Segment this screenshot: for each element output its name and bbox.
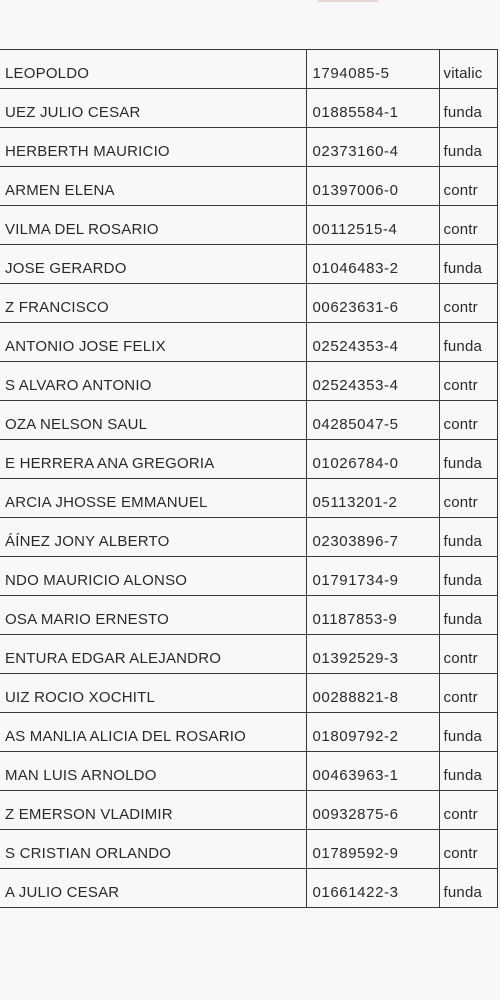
id-number-cell <box>307 401 439 440</box>
type-cell <box>439 752 497 791</box>
id-number-cell <box>307 284 439 323</box>
id-number-cell-text: 01046483-2 <box>312 260 399 277</box>
type-cell <box>439 479 497 518</box>
id-number-cell-text: 01791734-9 <box>312 572 399 589</box>
name-cell-text: E HERRERA ANA GREGORIA <box>5 455 215 472</box>
name-cell <box>0 596 307 635</box>
type-cell-text: funda <box>443 338 483 355</box>
type-cell <box>439 791 497 830</box>
type-cell <box>439 635 497 674</box>
table-row <box>0 479 498 518</box>
name-cell <box>0 752 307 791</box>
type-cell-text: contr <box>443 806 478 823</box>
table-row <box>0 128 498 167</box>
type-cell-text: contr <box>443 494 478 511</box>
name-cell-text: AS MANLIA ALICIA DEL ROSARIO <box>5 728 246 745</box>
type-cell-text: funda <box>443 104 483 121</box>
table-row <box>0 206 498 245</box>
name-cell-text: HERBERTH MAURICIO <box>5 143 170 160</box>
name-cell-text: Z EMERSON VLADIMIR <box>5 806 173 823</box>
id-number-cell <box>307 167 439 206</box>
type-cell <box>439 89 497 128</box>
table-row <box>0 791 498 830</box>
name-cell <box>0 713 307 752</box>
name-cell-text: S CRISTIAN ORLANDO <box>5 845 172 862</box>
name-cell-text: Z FRANCISCO <box>5 299 109 316</box>
id-number-cell-text: 01026784-0 <box>312 455 399 472</box>
id-number-cell-text: 00463963-1 <box>312 767 399 784</box>
name-cell-text: ARMEN ELENA <box>5 182 115 199</box>
table-row <box>0 167 498 206</box>
id-number-cell <box>307 713 439 752</box>
id-number-cell-text: 00288821-8 <box>312 689 399 706</box>
id-number-cell-text: 01187853-9 <box>312 611 398 628</box>
id-number-cell <box>307 830 439 869</box>
id-number-cell-text: 00932875-6 <box>312 806 399 823</box>
id-number-cell-text: 02303896-7 <box>312 533 399 550</box>
id-number-cell <box>307 206 439 245</box>
name-cell-text: UEZ JULIO CESAR <box>5 104 141 121</box>
name-cell-text: JOSE GERARDO <box>5 260 127 277</box>
type-cell-text: contr <box>443 221 478 238</box>
name-cell <box>0 830 307 869</box>
table-row <box>0 713 498 752</box>
type-cell-text: funda <box>443 611 483 628</box>
table-row <box>0 518 498 557</box>
name-cell <box>0 245 307 284</box>
id-number-cell-text: 02524353-4 <box>312 338 399 355</box>
type-cell <box>439 440 497 479</box>
name-cell <box>0 635 307 674</box>
name-cell <box>0 674 307 713</box>
id-number-cell <box>307 557 439 596</box>
name-cell-text: UIZ ROCIO XOCHITL <box>5 689 156 706</box>
type-cell-text: contr <box>443 845 478 862</box>
name-cell <box>0 362 307 401</box>
name-cell-text: LEOPOLDO <box>5 65 90 82</box>
id-number-cell <box>307 518 439 557</box>
name-cell <box>0 401 307 440</box>
id-number-cell <box>307 869 439 908</box>
name-cell <box>0 518 307 557</box>
id-number-cell <box>307 50 439 89</box>
type-cell-text: funda <box>443 533 483 550</box>
id-number-cell-text: 01809792-2 <box>312 728 399 745</box>
type-cell-text: contr <box>443 689 478 706</box>
name-cell <box>0 128 307 167</box>
id-number-cell-text: 01397006-0 <box>312 182 399 199</box>
id-number-cell <box>307 440 439 479</box>
records-table <box>0 49 498 908</box>
id-number-cell-text: 01661422-3 <box>312 884 399 901</box>
name-cell-text: ÁÍNEZ JONY ALBERTO <box>5 533 170 550</box>
id-number-cell-text: 04285047-5 <box>312 416 399 433</box>
name-cell <box>0 206 307 245</box>
name-cell <box>0 791 307 830</box>
id-number-cell <box>307 323 439 362</box>
table-row <box>0 50 498 89</box>
type-cell <box>439 206 497 245</box>
table-row <box>0 245 498 284</box>
type-cell-text: contr <box>443 650 478 667</box>
type-cell <box>439 830 497 869</box>
table-row <box>0 440 498 479</box>
table-row <box>0 596 498 635</box>
type-cell-text: vitalic <box>443 65 483 82</box>
type-cell <box>439 284 497 323</box>
type-cell-text: contr <box>443 377 478 394</box>
name-cell <box>0 557 307 596</box>
type-cell-text: funda <box>443 455 483 472</box>
type-cell <box>439 713 497 752</box>
id-number-cell <box>307 89 439 128</box>
name-cell <box>0 479 307 518</box>
table-row <box>0 323 498 362</box>
type-cell <box>439 128 497 167</box>
type-cell-text: funda <box>443 728 483 745</box>
type-cell <box>439 596 497 635</box>
name-cell-text: MAN LUIS ARNOLDO <box>5 767 157 784</box>
name-cell <box>0 284 307 323</box>
type-cell-text: funda <box>443 572 483 589</box>
type-cell <box>439 557 497 596</box>
name-cell-text: ARCIA JHOSSE EMMANUEL <box>5 494 208 511</box>
table-row <box>0 557 498 596</box>
table-row <box>0 635 498 674</box>
id-number-cell <box>307 752 439 791</box>
name-cell <box>0 869 307 908</box>
type-cell <box>439 167 497 206</box>
name-cell-text: NDO MAURICIO ALONSO <box>5 572 188 589</box>
name-cell <box>0 323 307 362</box>
type-cell <box>439 50 497 89</box>
id-number-cell <box>307 479 439 518</box>
records-table-body <box>0 50 498 908</box>
id-number-cell <box>307 596 439 635</box>
name-cell <box>0 89 307 128</box>
table-row <box>0 830 498 869</box>
name-cell-text: A JULIO CESAR <box>5 884 120 901</box>
name-cell <box>0 50 307 89</box>
scan-mark <box>318 0 378 2</box>
id-number-cell <box>307 791 439 830</box>
table-row <box>0 401 498 440</box>
id-number-cell-text: 00112515-4 <box>312 221 398 238</box>
type-cell <box>439 869 497 908</box>
id-number-cell-text: 1794085-5 <box>312 65 390 82</box>
table-row <box>0 674 498 713</box>
name-cell-text: ENTURA EDGAR ALEJANDRO <box>5 650 222 667</box>
type-cell-text: contr <box>443 416 478 433</box>
id-number-cell-text: 05113201-2 <box>312 494 398 511</box>
name-cell-text: OSA MARIO ERNESTO <box>5 611 169 628</box>
table-row <box>0 869 498 908</box>
type-cell-text: contr <box>443 299 478 316</box>
id-number-cell <box>307 674 439 713</box>
table-row <box>0 752 498 791</box>
id-number-cell-text: 01392529-3 <box>312 650 399 667</box>
table-row <box>0 284 498 323</box>
type-cell <box>439 323 497 362</box>
name-cell-text: VILMA DEL ROSARIO <box>5 221 159 238</box>
table-row <box>0 89 498 128</box>
id-number-cell <box>307 128 439 167</box>
type-cell <box>439 362 497 401</box>
type-cell-text: funda <box>443 884 483 901</box>
table-row <box>0 362 498 401</box>
type-cell <box>439 674 497 713</box>
id-number-cell-text: 02373160-4 <box>312 143 399 160</box>
type-cell-text: contr <box>443 182 478 199</box>
id-number-cell <box>307 635 439 674</box>
name-cell <box>0 167 307 206</box>
id-number-cell-text: 00623631-6 <box>312 299 399 316</box>
id-number-cell <box>307 362 439 401</box>
type-cell-text: funda <box>443 260 483 277</box>
name-cell-text: S ALVARO ANTONIO <box>5 377 152 394</box>
id-number-cell-text: 01789592-9 <box>312 845 399 862</box>
name-cell <box>0 440 307 479</box>
type-cell-text: funda <box>443 767 483 784</box>
id-number-cell <box>307 245 439 284</box>
type-cell <box>439 401 497 440</box>
id-number-cell-text: 01885584-1 <box>312 104 399 121</box>
type-cell <box>439 245 497 284</box>
type-cell <box>439 518 497 557</box>
type-cell-text: funda <box>443 143 483 160</box>
name-cell-text: ANTONIO JOSE FELIX <box>5 338 166 355</box>
id-number-cell-text: 02524353-4 <box>312 377 399 394</box>
name-cell-text: OZA NELSON SAUL <box>5 416 148 433</box>
